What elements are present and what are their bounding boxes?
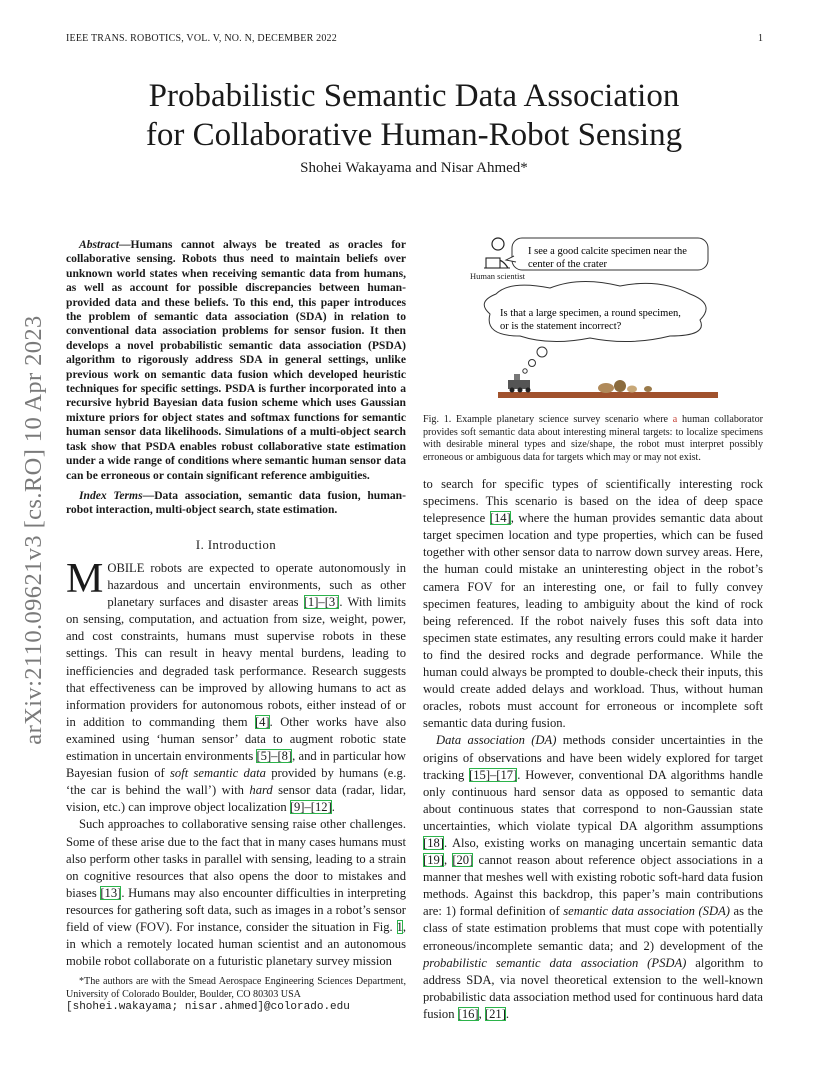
text-run: , in which a remotely located human scientist and an autonomous mobile robot collaborate on a futuristic planetary survey mission — [66, 919, 406, 969]
text-run: methods consider uncertainties in the origins of observations and have been widely explored for target tracking — [423, 733, 763, 782]
intro-body — [66, 556, 406, 970]
text-run: . Also, existing works on managing uncertain semantic data — [443, 835, 763, 850]
citation-link[interactable]: [13] — [100, 885, 122, 900]
italic-term: Data association (DA) — [436, 733, 557, 748]
italic-term: soft semantic data — [170, 766, 266, 781]
text-run: Fig. 1. Example planetary science survey scenario where — [423, 414, 673, 425]
text-run: , — [443, 853, 453, 868]
arxiv-stamp-text: arXiv:2110.09621v3 [cs.RO] 10 Apr 2023 — [20, 315, 47, 745]
index-terms — [66, 489, 406, 518]
citation-link[interactable]: [21] — [484, 1006, 506, 1021]
running-header: IEEE TRANS. ROBOTICS, VOL. V, NO. N, DECEMBER 2022 — [66, 33, 337, 44]
citation-link[interactable]: [19] — [423, 853, 444, 868]
text-run: OBILE robots are expected to operate autonomously in hazardous and uncertain environments, such as other planetary surfaces and disaster areas — [107, 561, 406, 610]
citation-link[interactable]: [20] — [452, 853, 474, 868]
figure-1-caption — [423, 414, 763, 464]
footnote-emails: [shohei.wakayama; nisar.ahmed]@colorado.edu — [66, 1001, 350, 1013]
text-run: as the class of state estimation problems that must cope with potentially erroneous/incomplete semantic data; and 2) development of the — [423, 904, 763, 953]
text-run: cannot reason about reference object associations in a manner that meshes well with existing robotic soft-hard data fusion methods. Against this backdrop, this paper’s main contributions are: 1) formal definition of — [423, 853, 763, 919]
index-terms-label: Index Terms — [79, 489, 143, 502]
index-terms-text: —Data association, semantic data fusion, human-robot interaction, multi-object search, state estimation. — [66, 489, 406, 517]
text-run: algorithm to address SDA, via novel theoretical extension to the well-known probabilistic data association method used for continuous hard data fusion — [423, 955, 763, 1021]
human-scientist-icon — [484, 238, 510, 268]
citation-link[interactable]: [4] — [254, 714, 270, 729]
human-scientist-label: Human scientist — [470, 271, 526, 281]
planet-ground — [498, 392, 718, 398]
text-run: . However, conventional DA algorithms handle only continuous hard sensor data as opposed to semantic data about continuous states that correspond to non-Gaussian state uncertainties, which violate typical DA algorithm assumptions — [423, 767, 764, 833]
text-run: . With limits on sensing, computation, and actuation from size, weight, power, and cost constraints, humans must supervise robots in these settings. This can result in heavy mental burdens, leading to inefficiencies and degraded task performance. Research suggests that effectiveness can be improved by allowing humans to act as information providers for autonomous robots, either instead of or in addition to commanding them — [66, 595, 406, 729]
arxiv-stamp — [14, 285, 54, 775]
authors: Shohei Wakayama and Nisar Ahmed* — [300, 160, 528, 176]
citation-link[interactable]: [18] — [423, 835, 444, 850]
figure-1-illustration — [470, 232, 718, 404]
text-run: , — [478, 1006, 485, 1021]
paper-title-line1: Probabilistic Semantic Data Association — [148, 78, 680, 114]
text-run: . — [331, 800, 335, 815]
text-run: . — [505, 1006, 510, 1021]
footnote: *The authors are with the Smead Aerospace Engineering Sciences Department, University of Colorado Boulder, Boulder, CO 80303 USA — [66, 976, 406, 1000]
figure-link[interactable]: 1 — [396, 919, 403, 934]
intro-paragraph-2 — [66, 816, 406, 970]
text-run: , where the human provides semantic data about target specimen location and type properties, which can be fused together with other sensor data to narrow down survey areas. Here, the human could mistake an uninteresting object in the robot’s camera FOV for an interesting one, or fail to fully convey specimen features, leading to ambiguity about the kind of rock being referenced. If the robot naively fuses this soft data into specimen state estimates, any resulting errors could make it harder to find the desired rocks and degrade performance. While the human could always be prompted to double-check their inputs, this would create added delays and workload. Thus, without human oracles, robots must account for erroneous or incomplete soft semantic data during fusion. — [423, 511, 764, 731]
italic-term: probabilistic semantic data association (PSDA) — [423, 955, 687, 970]
abstract-text: —Humans cannot always be treated as oracles for collaborative sensing. Robots thus need to maintain beliefs over unknown world states when receiving semantic data from humans, as well as account for possible discrepancies between human-provided data and these beliefs. To this end, this paper introduces the problem of semantic data association (SDA) in relation to conventional data association problems for sensor fusion. It then develops a novel probabilistic semantic data association (PSDA) algorithm to rigorously address SDA in general settings, unlike previous work on semantic data fusion which developed heuristic techniques for specific settings. PSDA is further incorporated into a recursive hybrid Bayesian data fusion scheme which uses Gaussian mixture priors for object states and softmax functions for semantic human sensor data likelihoods. Simulations of a multi-object search task show that PSDA enables robust collaborative state estimation under a wide range of conditions where semantic human sensor data can be erroneous or contain significant reference ambiguities. — [66, 238, 406, 482]
section-heading-introduction: I. Introduction — [195, 538, 277, 552]
text-run: to search for specific types of scientifically interesting rock specimens. This scenario is based on the idea of deep space telepresence — [423, 477, 763, 526]
citation-link[interactable]: [14] — [489, 511, 511, 526]
rock-specimens-icon — [598, 380, 652, 393]
rover-robot-icon — [508, 374, 531, 393]
abstract-label: Abstract — [79, 238, 119, 251]
citation-link[interactable]: [1]–[3] — [303, 595, 340, 610]
right-paragraph-1 — [423, 476, 763, 732]
right-body — [423, 476, 763, 1023]
citation-link[interactable]: [15]–[17] — [469, 767, 518, 782]
italic-term: semantic data association (SDA) — [563, 904, 730, 919]
human-speech-line2: center of the crater — [528, 259, 607, 270]
robot-thought-line2: or is the statement incorrect? — [500, 321, 622, 332]
text-run: . Other works have also examined using ‘human sensor’ data to augment robotic state estimation in uncertain environments — [66, 714, 406, 764]
text-run: , and in particular how Bayesian fusion of — [66, 749, 406, 781]
text-run: a — [672, 414, 678, 425]
right-paragraph-2 — [423, 732, 763, 1023]
text-run: sensor data (radar, lidar, vision, etc.) can improve object localization — [66, 783, 406, 815]
italic-term: hard — [249, 783, 273, 798]
paper-title-line2: for Collaborative Human-Robot Sensing — [145, 117, 683, 153]
citation-link[interactable]: [9]–[12] — [289, 800, 332, 815]
human-speech-line1: I see a good calcite specimen near the — [528, 246, 687, 257]
citation-link[interactable]: [16] — [457, 1006, 479, 1021]
text-run: human collaborator provides soft semantic data about interesting mineral targets: to localize specimens with desirable mineral types and size/shape, the robot must interpret possibly erroneous or ambiguous data for targets which may or may not exist. — [423, 414, 763, 463]
text-run: provided by humans (e.g. ‘the car is behind the wall’) with — [66, 766, 406, 798]
text-run: Such approaches to collaborative sensing raise other challenges. Some of these arise due to the fact that in many cases humans must also perform other tasks in parallel with sensing, leading to a strain on cognitive resources that also opens the door to mistakes and biases — [66, 817, 406, 900]
abstract — [66, 238, 406, 483]
text-run: . Humans may also encounter difficulties in interpreting resources for gathering soft data, such as images in a robot’s sensor field of view (FOV). For instance, consider the situation in Fig. — [66, 885, 406, 934]
drop-cap: M — [66, 556, 104, 602]
intro-paragraph-1 — [66, 556, 406, 816]
page-number: 1 — [758, 33, 764, 44]
citation-link[interactable]: [5]–[8] — [256, 749, 293, 764]
robot-thought-line1: Is that a large specimen, a round specimen, — [500, 308, 681, 319]
